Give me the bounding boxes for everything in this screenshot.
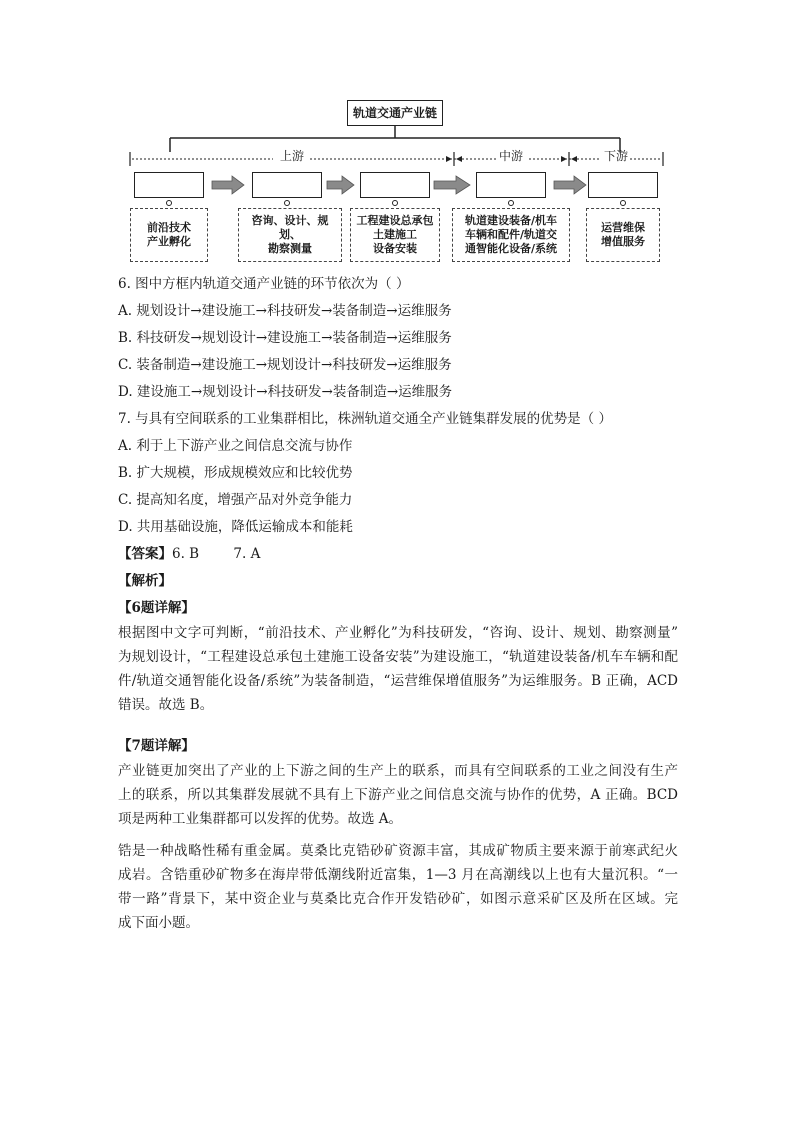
q6-option-c: C. 装备制造→建设施工→规划设计→科技研发→运维服务: [118, 357, 452, 373]
q6-option-a: A. 规划设计→建设施工→科技研发→装备制造→运维服务: [118, 303, 452, 319]
stage-box-4: [476, 172, 546, 198]
stage-box-5: [588, 172, 658, 198]
analysis-label: 【解析】: [118, 573, 172, 589]
stage-description-2: 咨询、设计、规划、 勘察测量: [238, 208, 342, 262]
stage-description-1: 前沿技术 产业孵化: [130, 208, 208, 262]
stage-description-5: 运营维保 增值服务: [586, 208, 660, 262]
intro-passage: [118, 839, 678, 935]
answer-row: [118, 542, 260, 562]
stage-box-2: [252, 172, 322, 198]
q6-detail-line: 根据图中文字可判断，“前沿技术、产业孵化”为科技研发，“咨询、设计、规划、勘察测量”: [118, 625, 678, 641]
q6-detail-label: 【6题详解】: [118, 600, 195, 616]
q7-detail-line: 产业链更加突出了产业的上下游之间的生产上的联系，而具有空间联系的工业之间没有生产: [118, 763, 678, 779]
connector-dot: [166, 200, 172, 206]
stage-description-4: 轨道建设装备/机车 车辆和配件/轨道交 通智能化设备/系统: [452, 208, 570, 262]
q7-option-d: D. 共用基础设施，降低运输成本和能耗: [118, 519, 353, 535]
answer-label: 【答案】: [118, 546, 172, 562]
q7-detail-label: 【7题详解】: [118, 738, 195, 754]
stage-box-1: [134, 172, 204, 198]
q7-option-a: A. 利于上下游产业之间信息交流与协作: [118, 438, 353, 454]
q7-option-c: C. 提高知名度，增强产品对外竞争能力: [118, 492, 353, 508]
industry-chain-diagram: [118, 92, 670, 268]
connector-dot: [284, 200, 290, 206]
q6-detail: [118, 621, 678, 717]
intro-line: 成下面小题。: [118, 915, 199, 931]
q7-detail-line: 项是两种工业集群都可以发挥的优势。故选 A。: [118, 811, 403, 827]
q6-detail-line: 件/轨道交通智能化设备/系统”为装备制造，“运营维保增值服务”为运维服务。B 正确，ACD: [118, 673, 678, 689]
stage-description-3: 工程建设总承包 土建施工 设备安装: [350, 208, 440, 262]
q7-detail-line: 上的联系，所以其集群发展就不具有上下游产业之间信息交流与协作的优势，A 正确。BCD: [118, 787, 678, 803]
connector-dot: [392, 200, 398, 206]
answer-text: 6. B 7. A: [172, 546, 261, 562]
intro-line: 锆是一种战略性稀有重金属。莫桑比克锆砂矿资源丰富，其成矿物质主要来源于前寒武纪火: [118, 843, 678, 859]
midstream-label: 中游: [499, 149, 524, 163]
q6-detail-line: 为规划设计，“工程建设总承包土建施工设备安装”为建设施工，“轨道建设装备/机车车辆和配: [118, 649, 678, 665]
intro-line: 带一路”背景下，某中资企业与莫桑比克合作开发锆砂矿，如图示意采矿区及所在区域。完: [118, 891, 678, 907]
q6-option-d: D. 建设施工→规划设计→科技研发→装备制造→运维服务: [118, 384, 453, 400]
q7-stem: 7. 与具有空间联系的工业集群相比，株洲轨道交通全产业链集群发展的优势是（ ）: [118, 411, 612, 427]
connector-dot: [620, 200, 626, 206]
q6-option-b: B. 科技研发→规划设计→建设施工→装备制造→运维服务: [118, 330, 452, 346]
q7-detail: [118, 759, 678, 831]
q6-detail-line: 错误。故选 B。: [118, 697, 214, 713]
downstream-label: 下游: [604, 149, 629, 163]
connector-dot: [508, 200, 514, 206]
diagram-title: 轨道交通产业链: [347, 100, 443, 126]
q6-stem: 6. 图中方框内轨道交通产业链的环节依次为（ ）: [118, 276, 410, 292]
stage-box-3: [360, 172, 430, 198]
intro-line: 成岩。含锆重砂矿物多在海岸带低潮线附近富集，1—3 月在高潮线以上也有大量沉积。“一: [118, 867, 678, 883]
upstream-label: 上游: [280, 149, 305, 163]
q7-option-b: B. 扩大规模，形成规模效应和比较优势: [118, 465, 353, 481]
